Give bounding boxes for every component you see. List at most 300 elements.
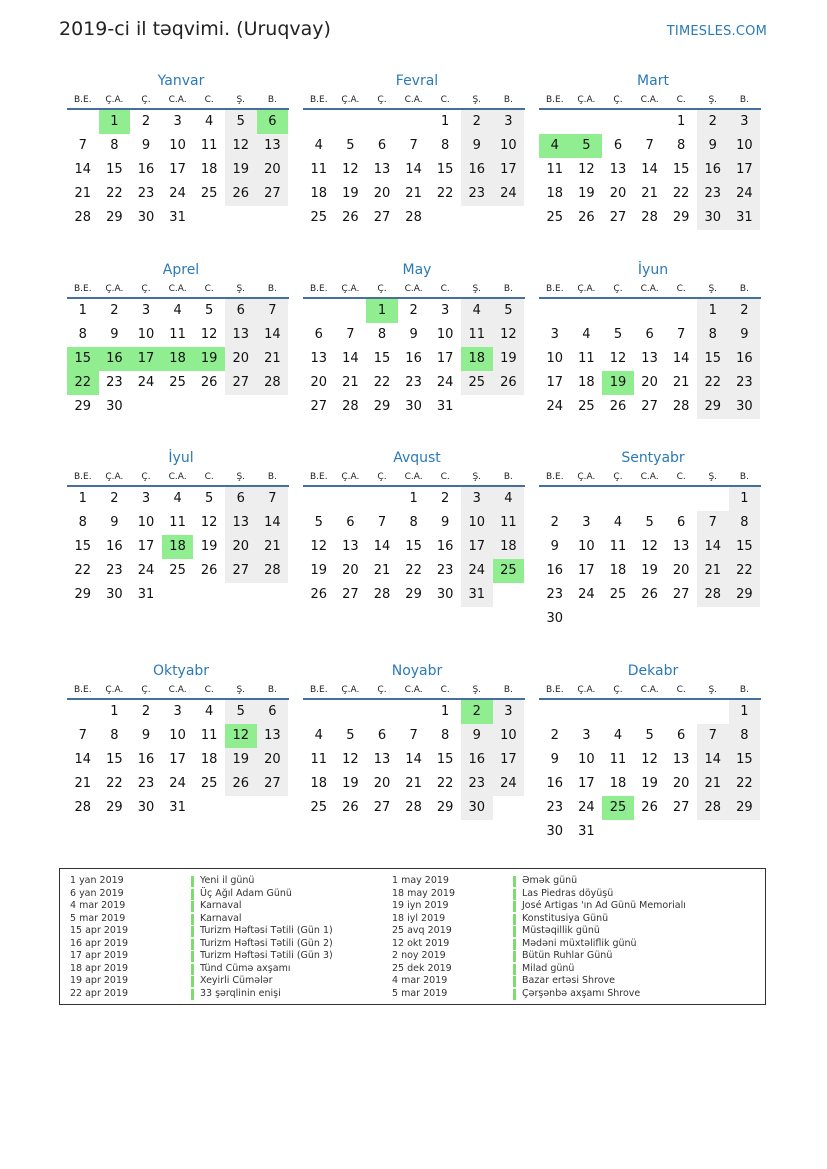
day-cell: 20 <box>225 347 257 371</box>
day-cell: 1 <box>78 491 87 506</box>
weekday-label: Ç.A. <box>105 284 124 294</box>
day-cell: 13 <box>342 539 359 554</box>
weekday-label: Ç.A. <box>577 685 596 695</box>
weekday-label: B.E. <box>310 95 328 105</box>
weekday-label: Ç.A. <box>105 685 124 695</box>
day-cell: 4 <box>173 491 182 506</box>
day-cell: 5 <box>225 110 257 134</box>
day-cell: 27 <box>257 772 289 796</box>
holiday-day-cell: 12 <box>225 724 257 748</box>
weekday-label: Ç. <box>613 472 623 482</box>
legend-date: 1 yan 2019 <box>70 875 124 886</box>
holiday-day-cell: 25 <box>602 796 634 820</box>
day-cell: 3 <box>729 110 761 134</box>
day-cell: 7 <box>257 487 289 511</box>
empty-cell <box>665 487 697 511</box>
day-cell: 14 <box>74 162 92 177</box>
legend-row <box>392 975 686 988</box>
day-cell: 26 <box>225 182 257 206</box>
day-cell: 13 <box>257 724 289 748</box>
legend-row <box>392 988 686 1001</box>
day-cell: 15 <box>729 748 761 772</box>
empty-cell <box>335 299 367 323</box>
legend-date: 5 mar 2019 <box>70 912 126 924</box>
day-cell: 24 <box>169 186 186 201</box>
weekday-label: C.A. <box>404 685 423 695</box>
month-2 <box>303 72 525 230</box>
day-cell: 1 <box>729 487 761 511</box>
empty-cell <box>539 299 571 323</box>
month-name: İyul <box>168 450 194 466</box>
day-cell: 3 <box>461 487 493 511</box>
weekday-label: C. <box>204 685 214 695</box>
day-cell: 10 <box>578 539 595 554</box>
day-cell: 6 <box>677 728 686 743</box>
day-cell: 31 <box>137 587 155 602</box>
weekday-label: Ç.A. <box>577 284 596 294</box>
holiday-marker <box>191 876 194 887</box>
day-cell: 11 <box>169 515 186 530</box>
day-cell: 20 <box>225 535 257 559</box>
day-cell: 6 <box>377 728 387 743</box>
legend-date: 25 avq 2019 <box>392 925 452 936</box>
day-cell: 8 <box>441 728 450 743</box>
day-cell: 15 <box>697 347 729 371</box>
empty-cell <box>697 700 729 724</box>
legend-date: 19 apr 2019 <box>70 975 129 986</box>
weekday-label: C.A. <box>640 472 659 482</box>
day-cell: 25 <box>578 399 595 414</box>
weekday-label: Ş. <box>236 685 246 695</box>
day-cell: 27 <box>373 800 391 815</box>
day-cell: 20 <box>257 158 289 182</box>
weekday-label: Ç. <box>377 284 387 294</box>
legend-date: 2 noy 2019 <box>392 950 446 961</box>
weekday-label: B.E. <box>74 685 92 695</box>
weekday-label: Ç. <box>613 685 623 695</box>
day-cell: 28 <box>257 371 289 395</box>
month-11 <box>303 662 525 820</box>
day-cell: 26 <box>578 210 595 225</box>
day-cell: 3 <box>582 515 591 530</box>
day-cell: 24 <box>137 375 155 390</box>
weekday-label: Ç. <box>613 284 623 294</box>
holiday-marker <box>513 901 516 912</box>
empty-cell <box>539 487 571 511</box>
empty-cell <box>697 487 729 511</box>
day-cell: 27 <box>373 210 391 225</box>
day-cell: 7 <box>78 728 87 743</box>
holiday-day-cell: 16 <box>99 347 131 371</box>
empty-cell <box>398 700 430 724</box>
day-cell: 8 <box>110 728 119 743</box>
day-cell: 29 <box>74 587 92 602</box>
legend-holiday-name: Karnaval <box>200 912 242 924</box>
day-cell: 20 <box>373 776 391 791</box>
day-cell: 23 <box>461 182 493 206</box>
day-cell: 29 <box>373 399 391 414</box>
holiday-marker <box>191 964 194 975</box>
day-cell: 21 <box>641 186 658 201</box>
holiday-marker <box>513 989 516 1000</box>
day-cell: 28 <box>342 399 359 414</box>
day-cell: 26 <box>225 772 257 796</box>
weekday-label: B. <box>739 685 749 695</box>
weekday-label: B.E. <box>310 284 328 294</box>
day-cell: 10 <box>493 724 525 748</box>
day-cell: 11 <box>200 138 218 153</box>
day-cell: 17 <box>169 162 186 177</box>
weekday-label: C.A. <box>404 284 423 294</box>
weekday-label: B.E. <box>74 95 92 105</box>
legend-holiday-name: Mədəni müxtəliflik günü <box>522 937 637 949</box>
day-cell: 9 <box>110 515 119 530</box>
day-grid <box>303 700 525 820</box>
empty-cell <box>366 110 398 134</box>
day-cell: 4 <box>173 303 182 318</box>
day-cell: 31 <box>729 206 761 230</box>
weekday-label: C.A. <box>168 284 187 294</box>
legend-row <box>392 888 686 901</box>
legend-holiday-name: Milad günü <box>522 962 575 974</box>
day-cell: 8 <box>377 327 387 342</box>
legend-row <box>392 875 686 888</box>
day-cell: 11 <box>546 162 564 177</box>
day-cell: 16 <box>405 351 422 366</box>
weekday-label: C. <box>676 95 686 105</box>
day-cell: 24 <box>436 375 454 390</box>
holiday-day-cell: 15 <box>67 347 99 371</box>
day-grid <box>67 110 289 230</box>
empty-cell <box>335 110 367 134</box>
day-cell: 6 <box>257 700 289 724</box>
day-cell: 21 <box>257 347 289 371</box>
legend-row <box>70 925 333 938</box>
day-cell: 23 <box>697 182 729 206</box>
day-cell: 21 <box>697 772 729 796</box>
day-cell: 4 <box>582 327 591 342</box>
day-cell: 11 <box>310 162 328 177</box>
holiday-day-cell: 1 <box>366 299 398 323</box>
weekday-label: C.A. <box>168 472 187 482</box>
day-cell: 20 <box>641 375 658 390</box>
weekday-label: Ş. <box>472 95 482 105</box>
day-cell: 22 <box>729 772 761 796</box>
day-cell: 7 <box>78 138 87 153</box>
legend-date: 19 iyn 2019 <box>392 900 449 911</box>
day-cell: 27 <box>672 587 690 602</box>
day-cell: 3 <box>173 114 182 129</box>
day-cell: 10 <box>137 327 155 342</box>
holiday-day-cell: 2 <box>461 700 493 724</box>
day-cell: 20 <box>373 186 391 201</box>
day-cell: 6 <box>645 327 654 342</box>
day-cell: 29 <box>436 800 454 815</box>
day-cell: 2 <box>141 114 151 129</box>
holiday-marker <box>191 914 194 925</box>
weekday-label: C. <box>440 95 450 105</box>
legend-holiday-name: Tünd Cümə axşamı <box>200 962 291 974</box>
weekday-label: Ç. <box>613 95 623 105</box>
day-cell: 16 <box>106 539 123 554</box>
day-cell: 2 <box>697 110 729 134</box>
page-title: 2019-ci il təqvimi. (Uruqvay) <box>59 18 331 40</box>
day-cell: 9 <box>697 134 729 158</box>
day-cell: 19 <box>310 563 328 578</box>
day-cell: 12 <box>225 134 257 158</box>
day-cell: 8 <box>78 327 87 342</box>
day-cell: 15 <box>405 539 422 554</box>
legend-date: 22 apr 2019 <box>70 987 129 999</box>
legend-date: 17 apr 2019 <box>70 950 129 961</box>
day-cell: 12 <box>310 539 328 554</box>
weekday-label: C. <box>204 284 214 294</box>
holiday-marker <box>513 926 516 937</box>
weekday-header <box>539 685 761 700</box>
day-cell: 23 <box>461 772 493 796</box>
day-cell: 30 <box>729 395 761 419</box>
legend-holiday-name: Üç Ağıl Adam Günü <box>200 887 292 899</box>
day-cell: 2 <box>461 110 493 134</box>
day-cell: 8 <box>78 515 87 530</box>
legend-holiday-name: Xeyirli Cümələr <box>200 975 273 986</box>
day-cell: 23 <box>436 563 454 578</box>
day-cell: 11 <box>169 327 186 342</box>
day-cell: 3 <box>493 110 525 134</box>
month-3 <box>539 72 761 230</box>
weekday-label: Ş. <box>236 95 246 105</box>
day-cell: 4 <box>613 515 623 530</box>
day-grid <box>67 299 289 419</box>
weekday-label: Ş. <box>708 95 718 105</box>
legend-row <box>392 963 686 976</box>
weekday-label: B.E. <box>310 685 328 695</box>
day-cell: 21 <box>74 776 92 791</box>
weekday-label: Ç. <box>377 685 387 695</box>
month-4 <box>67 261 289 419</box>
day-cell: 14 <box>373 539 391 554</box>
legend-date: 4 mar 2019 <box>392 975 448 986</box>
holiday-marker <box>513 951 516 962</box>
day-cell: 4 <box>205 114 214 129</box>
legend-holiday-name: Əmək günü <box>522 875 578 886</box>
empty-cell <box>634 487 666 511</box>
day-cell: 5 <box>645 728 654 743</box>
day-cell: 5 <box>613 327 623 342</box>
day-cell: 10 <box>578 752 595 767</box>
weekday-label: C.A. <box>168 685 187 695</box>
day-cell: 19 <box>641 563 658 578</box>
day-cell: 1 <box>78 303 87 318</box>
month-name: Noyabr <box>391 663 443 679</box>
day-cell: 12 <box>342 162 359 177</box>
empty-cell <box>571 299 603 323</box>
legend-row <box>70 988 333 1001</box>
day-cell: 27 <box>257 182 289 206</box>
month-name: Sentyabr <box>621 450 685 466</box>
day-cell: 22 <box>729 559 761 583</box>
month-1 <box>67 72 289 230</box>
day-cell: 17 <box>461 535 493 559</box>
weekday-header <box>539 284 761 299</box>
brand-link[interactable]: TIMESLES.COM <box>666 24 767 39</box>
day-cell: 8 <box>441 138 450 153</box>
holiday-day-cell: 22 <box>67 371 99 395</box>
day-cell: 24 <box>137 563 155 578</box>
empty-cell <box>602 487 634 511</box>
holiday-marker <box>513 914 516 925</box>
day-cell: 13 <box>257 134 289 158</box>
day-cell: 5 <box>645 515 654 530</box>
day-cell: 23 <box>546 587 564 602</box>
day-cell: 14 <box>257 323 289 347</box>
weekday-label: Ç.A. <box>341 284 360 294</box>
weekday-label: Ç.A. <box>577 472 596 482</box>
legend-row <box>70 875 333 888</box>
weekday-label: C. <box>204 472 214 482</box>
day-cell: 11 <box>609 752 627 767</box>
day-cell: 12 <box>342 752 359 767</box>
day-cell: 25 <box>461 371 493 395</box>
weekday-label: Ş. <box>708 472 718 482</box>
month-name: Avqust <box>393 450 441 466</box>
day-grid <box>539 487 761 631</box>
day-cell: 9 <box>110 327 119 342</box>
day-cell: 5 <box>493 299 525 323</box>
day-cell: 26 <box>310 587 328 602</box>
weekday-label: C. <box>440 472 450 482</box>
day-cell: 15 <box>373 351 391 366</box>
day-cell: 11 <box>461 323 493 347</box>
weekday-label: C. <box>676 685 686 695</box>
day-cell: 3 <box>173 704 182 719</box>
day-cell: 26 <box>493 371 525 395</box>
legend-date: 5 mar 2019 <box>392 987 448 999</box>
month-name: Yanvar <box>157 73 205 89</box>
day-cell: 28 <box>74 210 92 225</box>
weekday-label: Ş. <box>236 472 246 482</box>
day-cell: 27 <box>342 587 359 602</box>
holiday-day-cell: 17 <box>130 347 162 371</box>
legend-row <box>70 975 333 988</box>
day-cell: 12 <box>609 351 627 366</box>
day-cell: 3 <box>582 728 591 743</box>
day-cell: 13 <box>672 752 690 767</box>
day-cell: 1 <box>697 299 729 323</box>
day-cell: 23 <box>546 800 564 815</box>
day-cell: 16 <box>729 347 761 371</box>
legend-holiday-name: Yeni il günü <box>200 875 255 886</box>
day-cell: 13 <box>225 511 257 535</box>
holiday-marker <box>191 976 194 987</box>
day-cell: 25 <box>200 776 218 791</box>
day-cell: 27 <box>225 371 257 395</box>
day-cell: 26 <box>641 800 658 815</box>
day-cell: 9 <box>550 752 559 767</box>
weekday-label: C.A. <box>640 95 659 105</box>
weekday-label: Ş. <box>472 685 482 695</box>
day-cell: 26 <box>641 587 658 602</box>
month-name: Oktyabr <box>152 663 210 679</box>
day-grid <box>303 299 525 419</box>
legend-date: 16 apr 2019 <box>70 937 129 949</box>
weekday-label: C.A. <box>168 95 187 105</box>
weekday-header <box>67 685 289 700</box>
day-cell: 1 <box>677 114 686 129</box>
empty-cell <box>67 700 99 724</box>
day-cell: 21 <box>373 563 391 578</box>
day-cell: 14 <box>697 748 729 772</box>
empty-cell <box>303 487 335 511</box>
month-7 <box>67 449 289 607</box>
day-cell: 9 <box>141 728 151 743</box>
day-cell: 11 <box>200 728 218 743</box>
legend-holiday-name: Bazar ertəsi Shrove <box>522 975 616 986</box>
day-cell: 18 <box>310 776 328 791</box>
empty-cell <box>602 299 634 323</box>
weekday-label: B. <box>503 95 513 105</box>
day-cell: 14 <box>405 752 422 767</box>
day-cell: 31 <box>578 824 595 839</box>
day-cell: 8 <box>409 515 418 530</box>
legend-holiday-name: Konstitusiya Günü <box>522 912 609 924</box>
day-cell: 10 <box>137 515 155 530</box>
day-cell: 4 <box>314 728 323 743</box>
legend-holiday-name: Karnaval <box>200 900 242 911</box>
day-cell: 10 <box>493 134 525 158</box>
legend-row <box>392 925 686 938</box>
day-cell: 13 <box>641 351 658 366</box>
month-9 <box>539 449 761 631</box>
legend-holiday-name: Las Piedras döyüşü <box>522 887 614 899</box>
day-cell: 9 <box>461 134 493 158</box>
weekday-label: C.A. <box>640 685 659 695</box>
weekday-label: Ç. <box>377 95 387 105</box>
day-cell: 10 <box>729 134 761 158</box>
legend-holiday-name: Turizm Həftəsi Tətili (Gün 3) <box>200 950 333 961</box>
day-cell: 17 <box>578 776 595 791</box>
day-grid <box>539 299 761 419</box>
empty-cell <box>67 110 99 134</box>
day-cell: 8 <box>677 138 686 153</box>
day-cell: 24 <box>729 182 761 206</box>
weekday-label: Ç.A. <box>105 95 124 105</box>
holiday-day-cell: 18 <box>162 535 194 559</box>
day-cell: 30 <box>106 587 123 602</box>
day-cell: 4 <box>613 728 623 743</box>
day-cell: 29 <box>697 395 729 419</box>
day-cell: 9 <box>550 539 559 554</box>
day-cell: 15 <box>672 162 690 177</box>
holiday-day-cell: 4 <box>539 134 571 158</box>
weekday-label: Ç.A. <box>105 472 124 482</box>
month-name: May <box>402 262 432 278</box>
day-cell: 13 <box>310 351 328 366</box>
day-cell: 2 <box>550 728 559 743</box>
day-cell: 6 <box>377 138 387 153</box>
holiday-day-cell: 6 <box>257 110 289 134</box>
legend-row <box>70 950 333 963</box>
weekday-label: B. <box>267 95 277 105</box>
day-grid <box>303 110 525 230</box>
empty-cell <box>366 487 398 511</box>
day-cell: 3 <box>141 491 151 506</box>
legend-date: 12 okt 2019 <box>392 937 450 949</box>
day-cell: 18 <box>578 375 595 390</box>
legend-holiday-name: José Artigas 'ın Ad Günü Memorialı <box>522 900 686 911</box>
day-cell: 9 <box>461 724 493 748</box>
month-5 <box>303 261 525 419</box>
